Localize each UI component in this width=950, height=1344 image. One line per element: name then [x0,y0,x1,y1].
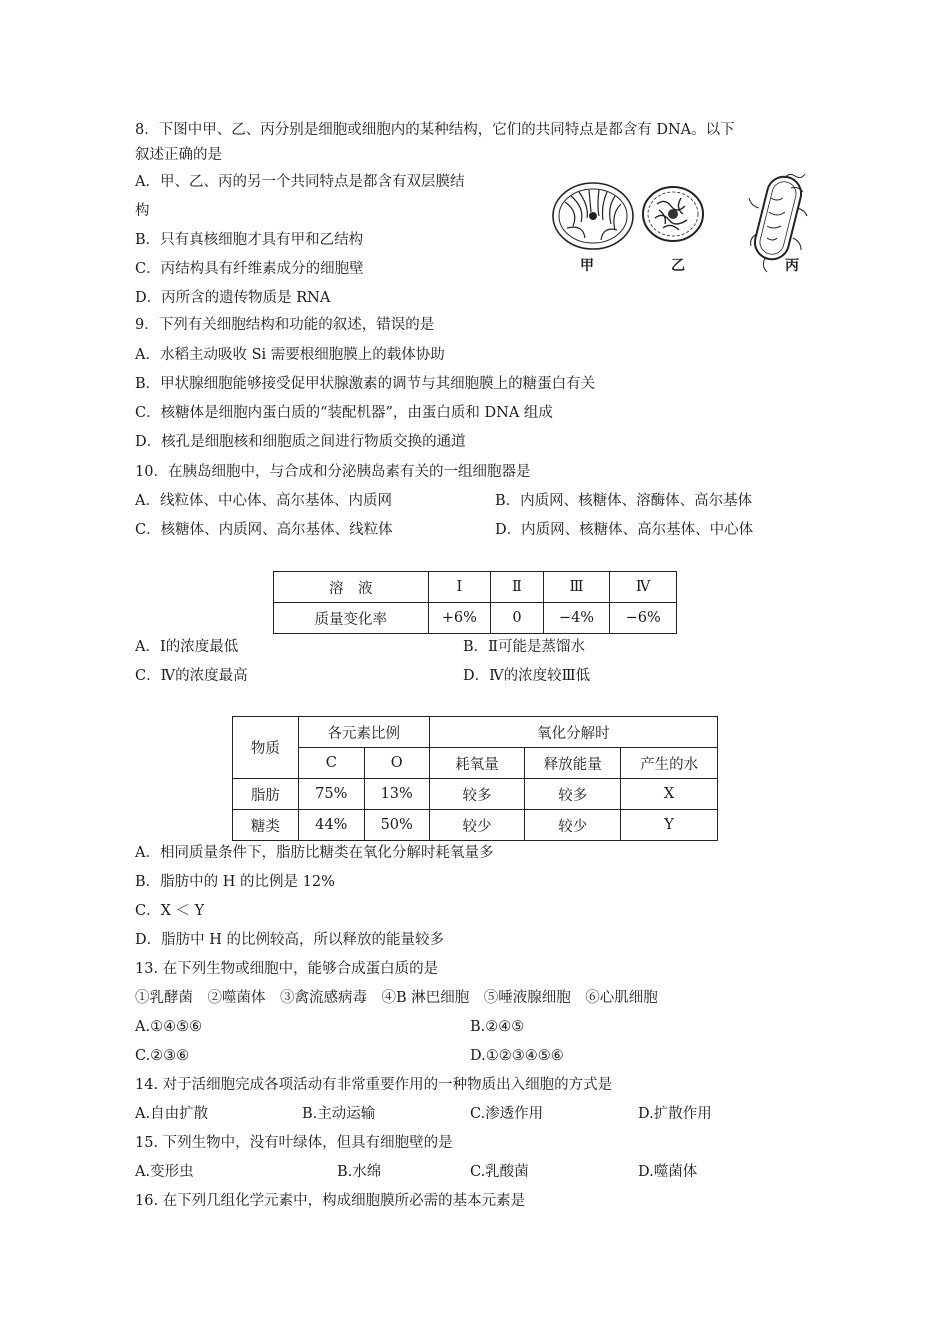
table-header-cell: 释放能量 [525,748,621,779]
figure-label-yi: 乙 [671,258,685,274]
table-cell: −4% [543,603,610,634]
q14-stem: 14. 对于活细胞完成各项活动有非常重要作用的一种物质出入细胞的方式是 [135,1077,613,1093]
q12-option-b: B．脂肪中的 H 的比例是 12% [135,874,335,890]
q12-option-d: D．脂肪中 H 的比例较高，所以释放的能量较多 [135,932,444,948]
table-header-cell: Ⅲ [543,572,610,603]
table-cell: X [621,779,718,810]
table-cell: 质量变化率 [274,603,429,634]
table-header-cell: O [364,748,429,779]
q10-stem: 10．在胰岛细胞中，与合成和分泌胰岛素有关的一组细胞器是 [135,464,531,480]
q8-stem-line1: 8．下图中甲、乙、丙分别是细胞或细胞内的某种结构，它们的共同特点是都含有 DNA。以下 [135,122,735,138]
q12-option-a: A．相同质量条件下，脂肪比糖类在氧化分解时耗氧量多 [135,845,494,861]
q14-option-c: C.渗透作用 [470,1106,544,1122]
q15-option-c: C.乳酸菌 [470,1164,529,1180]
q13-option-c: C.②③⑥ [135,1048,190,1064]
q11-option-b: B．Ⅱ可能是蒸馏水 [463,639,586,655]
q15-option-d: D.噬菌体 [638,1164,698,1180]
table-header-cell: 氧化分解时 [429,717,717,748]
table-cell: +6% [428,603,491,634]
figure-label-jia: 甲 [580,258,594,274]
table-cell: Y [621,810,718,841]
table-header-cell: 各元素比例 [298,717,429,748]
q8-option-a-line1: A．甲、乙、丙的另一个共同特点是都含有双层膜结 [135,174,465,190]
table-header-cell: 溶 液 [274,572,429,603]
table-cell: 75% [298,779,364,810]
table-row [233,748,718,779]
q13-items: ①乳酵菌 ②噬菌体 ③禽流感病毒 ④B 淋巴细胞 ⑤唾液腺细胞 ⑥心肌细胞 [135,990,658,1006]
table-row [233,810,718,841]
q16-stem: 16. 在下列几组化学元素中，构成细胞膜所必需的基本元素是 [135,1193,526,1209]
table-row [274,572,677,603]
figure-label-bing: 丙 [785,258,799,274]
table-header-cell: 产生的水 [621,748,718,779]
q10-option-b: B．内质网、核糖体、溶酶体、高尔基体 [495,493,753,509]
table-row [274,603,677,634]
q10-option-d: D．内质网、核糖体、高尔基体、中心体 [495,522,754,538]
solution-table [273,571,677,634]
q13-option-d: D.①②③④⑤⑥ [470,1048,564,1064]
q8-stem-line2: 叙述正确的是 [135,147,222,163]
table-header-cell: 物质 [233,717,299,779]
table-row [233,779,718,810]
q9-option-c: C．核糖体是细胞内蛋白质的“装配机器”，由蛋白质和 DNA 组成 [135,405,553,421]
table-cell: 较多 [525,779,621,810]
q14-option-d: D.扩散作用 [638,1106,712,1122]
q11-option-d: D．Ⅳ的浓度较Ⅲ低 [463,668,591,684]
table-cell: 脂肪 [233,779,299,810]
q14-option-a: A.自由扩散 [135,1106,209,1122]
q15-stem: 15. 下列生物中，没有叶绿体，但具有细胞壁的是 [135,1135,453,1151]
q13-option-a: A.①④⑤⑥ [135,1019,203,1035]
q10-option-a: A．线粒体、中心体、高尔基体、内质网 [135,493,392,509]
table-cell: 较多 [429,779,525,810]
q14-option-b: B.主动运输 [302,1106,376,1122]
q9-stem: 9．下列有关细胞结构和功能的叙述，错误的是 [135,317,435,333]
table-header-cell: Ⅳ [610,572,677,603]
q13-stem: 13. 在下列生物或细胞中，能够合成蛋白质的是 [135,961,439,977]
mitochondrion-drawing [553,183,633,249]
q9-option-a: A．水稻主动吸收 Si 需要根细胞膜上的载体协助 [135,347,445,363]
fat-sugar-table [232,716,718,841]
q15-option-a: A.变形虫 [135,1164,194,1180]
q12-option-c: C．X ＜ Y [135,903,205,919]
table-header-cell: 耗氧量 [429,748,525,779]
table-cell: 13% [364,779,429,810]
table-cell: 较少 [429,810,525,841]
table-cell: 较少 [525,810,621,841]
table-cell: 0 [491,603,544,634]
nucleus-drawing [643,187,703,241]
q9-option-b: B．甲状腺细胞能够接受促甲状腺激素的调节与其细胞膜上的糖蛋白有关 [135,376,596,392]
q8-option-d: D．丙所含的遗传物质是 RNA [135,290,331,306]
q13-option-b: B.②④⑤ [470,1019,525,1035]
q10-option-c: C．核糖体、内质网、高尔基体、线粒体 [135,522,393,538]
table-cell: 糖类 [233,810,299,841]
table-row [233,717,718,748]
table-header-cell: Ⅱ [491,572,544,603]
table-header-cell: Ⅰ [428,572,491,603]
q11-option-c: C．Ⅳ的浓度最高 [135,668,248,684]
table-cell: 44% [298,810,364,841]
q11-option-a: A．Ⅰ的浓度最低 [135,639,239,655]
table-header-cell: C [298,748,364,779]
q8-option-b: B．只有真核细胞才具有甲和乙结构 [135,232,364,248]
table-cell: −6% [610,603,677,634]
q15-option-b: B.水绵 [337,1164,382,1180]
q8-option-c: C．丙结构具有纤维素成分的细胞壁 [135,261,364,277]
q8-option-a-line2: 构 [135,203,150,219]
table-cell: 50% [364,810,429,841]
q9-option-d: D．核孔是细胞核和细胞质之间进行物质交换的通道 [135,434,466,450]
